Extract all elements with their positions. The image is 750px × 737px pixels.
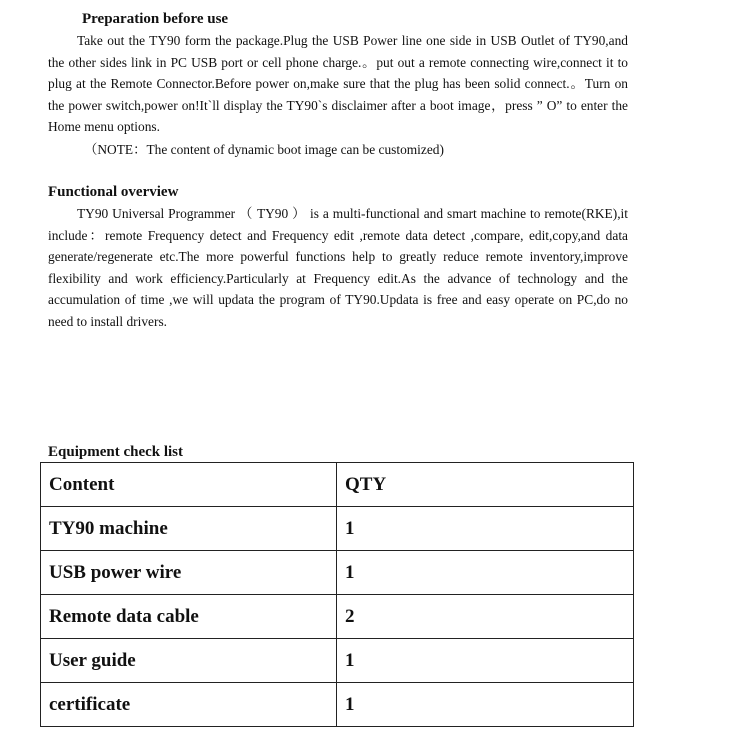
table-row: [41, 639, 634, 683]
table-cell-qty: 1: [337, 507, 634, 551]
table-row: [41, 595, 634, 639]
table-row: [41, 683, 634, 727]
table-row: [41, 507, 634, 551]
overview-body: TY90 Universal Programmer （ TY90 ） is a multi-functional and smart machine to remote(RKE),it include：remote Frequency detect and Frequency edit ,remote data detect ,compare, edit,copy,and data generate/regenerate etc.The more powerful functions help to greatly reduce remote inventory,improve flexibility and work efficiency.Particularly at Frequency edit.As the advance of technology and the accumulation of time ,we will updata the program of TY90.Updata is free and easy operate on PC,do no need to install drivers.: [48, 206, 628, 329]
preparation-body: Take out the TY90 form the package.Plug the USB Power line one side in USB Outlet of TY90,and the other sides link in PC USB port or cell phone charge.。put out a remote connecting wire,connect it to plug at the Remote Connector.Before power on,make sure that the plug has been solid connect.。Turn on the power switch,power on!It`ll display the TY90`s disclaimer after a boot image，press ” O” to enter the Home menu options.: [48, 33, 628, 135]
overview-heading: Functional overview: [48, 184, 179, 200]
table-cell-qty: 1: [337, 551, 634, 595]
table-cell-content: Remote data cable: [41, 595, 337, 639]
preparation-note: （NOTE：The content of dynamic boot image can be customized): [84, 142, 444, 157]
table-cell-content: certificate: [41, 683, 337, 727]
equipment-table: [40, 462, 634, 727]
column-header-qty: QTY: [337, 463, 634, 507]
preparation-heading: Preparation before use: [82, 11, 229, 27]
column-header-content: Content: [41, 463, 337, 507]
table-cell-qty: 1: [337, 683, 634, 727]
table-cell-content: USB power wire: [41, 551, 337, 595]
checklist-heading: Equipment check list: [48, 444, 184, 460]
table-cell-qty: 2: [337, 595, 634, 639]
table-row: [41, 551, 634, 595]
table-header-row: [41, 463, 634, 507]
overview-paragraph: [48, 203, 628, 333]
preparation-paragraph: [48, 30, 628, 138]
table-cell-content: TY90 machine: [41, 507, 337, 551]
table-cell-content: User guide: [41, 639, 337, 683]
table-cell-qty: 1: [337, 639, 634, 683]
